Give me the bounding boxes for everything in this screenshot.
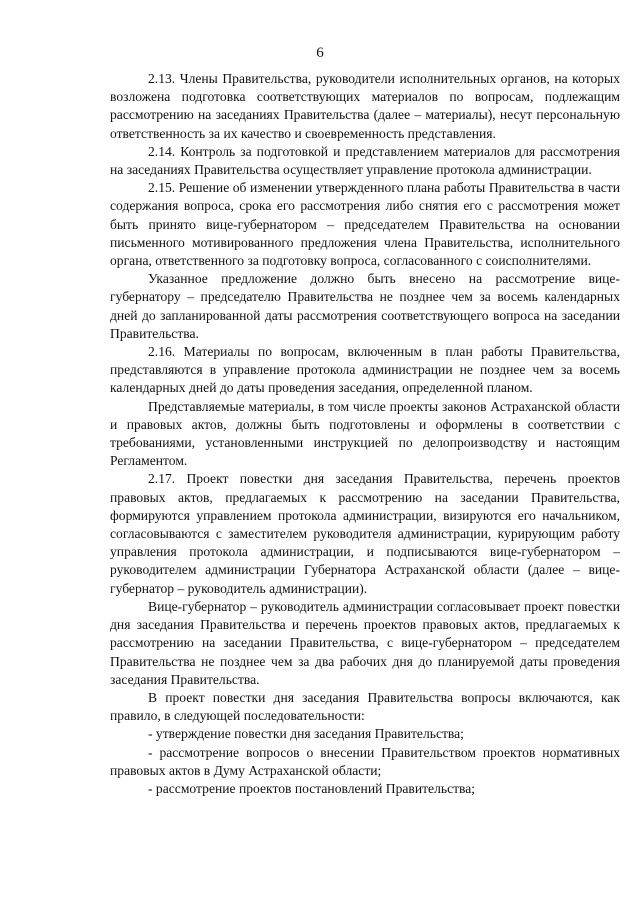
paragraph-materials-requirements: Представляемые материалы, в том числе проекты законов Астраханской области и правовых актов, должны быть подготовлены и оформлены в соответствии с требованиями, установленными инструкцией по делопроизводству и настоящим Регламентом. — [110, 398, 620, 469]
paragraph-agenda-order: В проект повестки дня заседания Правительства вопросы включаются, как правило, в следующей последовательности: — [110, 689, 620, 724]
document-body — [110, 70, 620, 798]
list-item: - утверждение повестки дня заседания Правительства; — [148, 726, 464, 742]
paragraph-vice-governor-approval: Вице-губернатор – руководитель администрации согласовывает проект повестки дня заседания Правительства и перечень проектов правовых актов, предлагаемых к рассмотрению на заседании Правительства, с вице-губернатором – председателем Правительства не позднее чем за два рабочих дня до планируемой даты проведения заседания Правительства. — [110, 598, 620, 687]
paragraph-2-14: 2.14. Контроль за подготовкой и представлением материалов для рассмотрения на заседаниях Правительства осуществляет управление протокола администрации. — [110, 143, 620, 178]
paragraph-2-16: 2.16. Материалы по вопросам, включенным в план работы Правительства, представляются в управление протокола администрации не позднее чем за восемь календарных дней до даты проведения заседания, определенной планом. — [110, 344, 620, 396]
paragraph-2-13: 2.13. Члены Правительства, руководители исполнительных органов, на которых возложена подготовка соответствующих материалов по вопросам, подлежащим рассмотрению на заседаниях Правительства (далее – материалы), несут персональную ответственность за их качество и своевременность представления. — [110, 71, 620, 141]
paragraph-2-15: 2.15. Решение об изменении утвержденного плана работы Правительства в части содержания вопроса, срока его рассмотрения либо снятия его с рассмотрения может быть принято вице-губернатором – председателем Правительства на основании письменного мотивированного предложения члена Правительства, исполнительного органа, ответственного за подготовку вопроса, согласованного с соисполнителями. — [110, 180, 620, 269]
paragraph-proposal-deadline: Указанное предложение должно быть внесено на рассмотрение вице-губернатору – председателю Правительства не позднее чем за восемь календарных дней до запланированной даты рассмотрения соответствующего вопроса на заседании Правительства. — [110, 271, 620, 341]
paragraph-2-17: 2.17. Проект повестки дня заседания Правительства, перечень проектов правовых актов, предлагаемых к рассмотрению на заседании Правительства, формируются управлением протокола администрации, визируются его начальником, согласовываются с заместителем руководителя администрации, курирующим работу управления протокола администрации, и подписываются вице-губернатором – руководителем администрации Губернатора Астраханской области (далее – вице-губернатор – руководитель администрации). — [110, 471, 620, 596]
page-number: 6 — [316, 45, 324, 61]
list-item: - рассмотрение проектов постановлений Правительства; — [148, 780, 476, 796]
list-item: - рассмотрение вопросов о внесении Правительством проектов нормативных правовых актов в Думу Астраханской области; — [110, 744, 620, 778]
